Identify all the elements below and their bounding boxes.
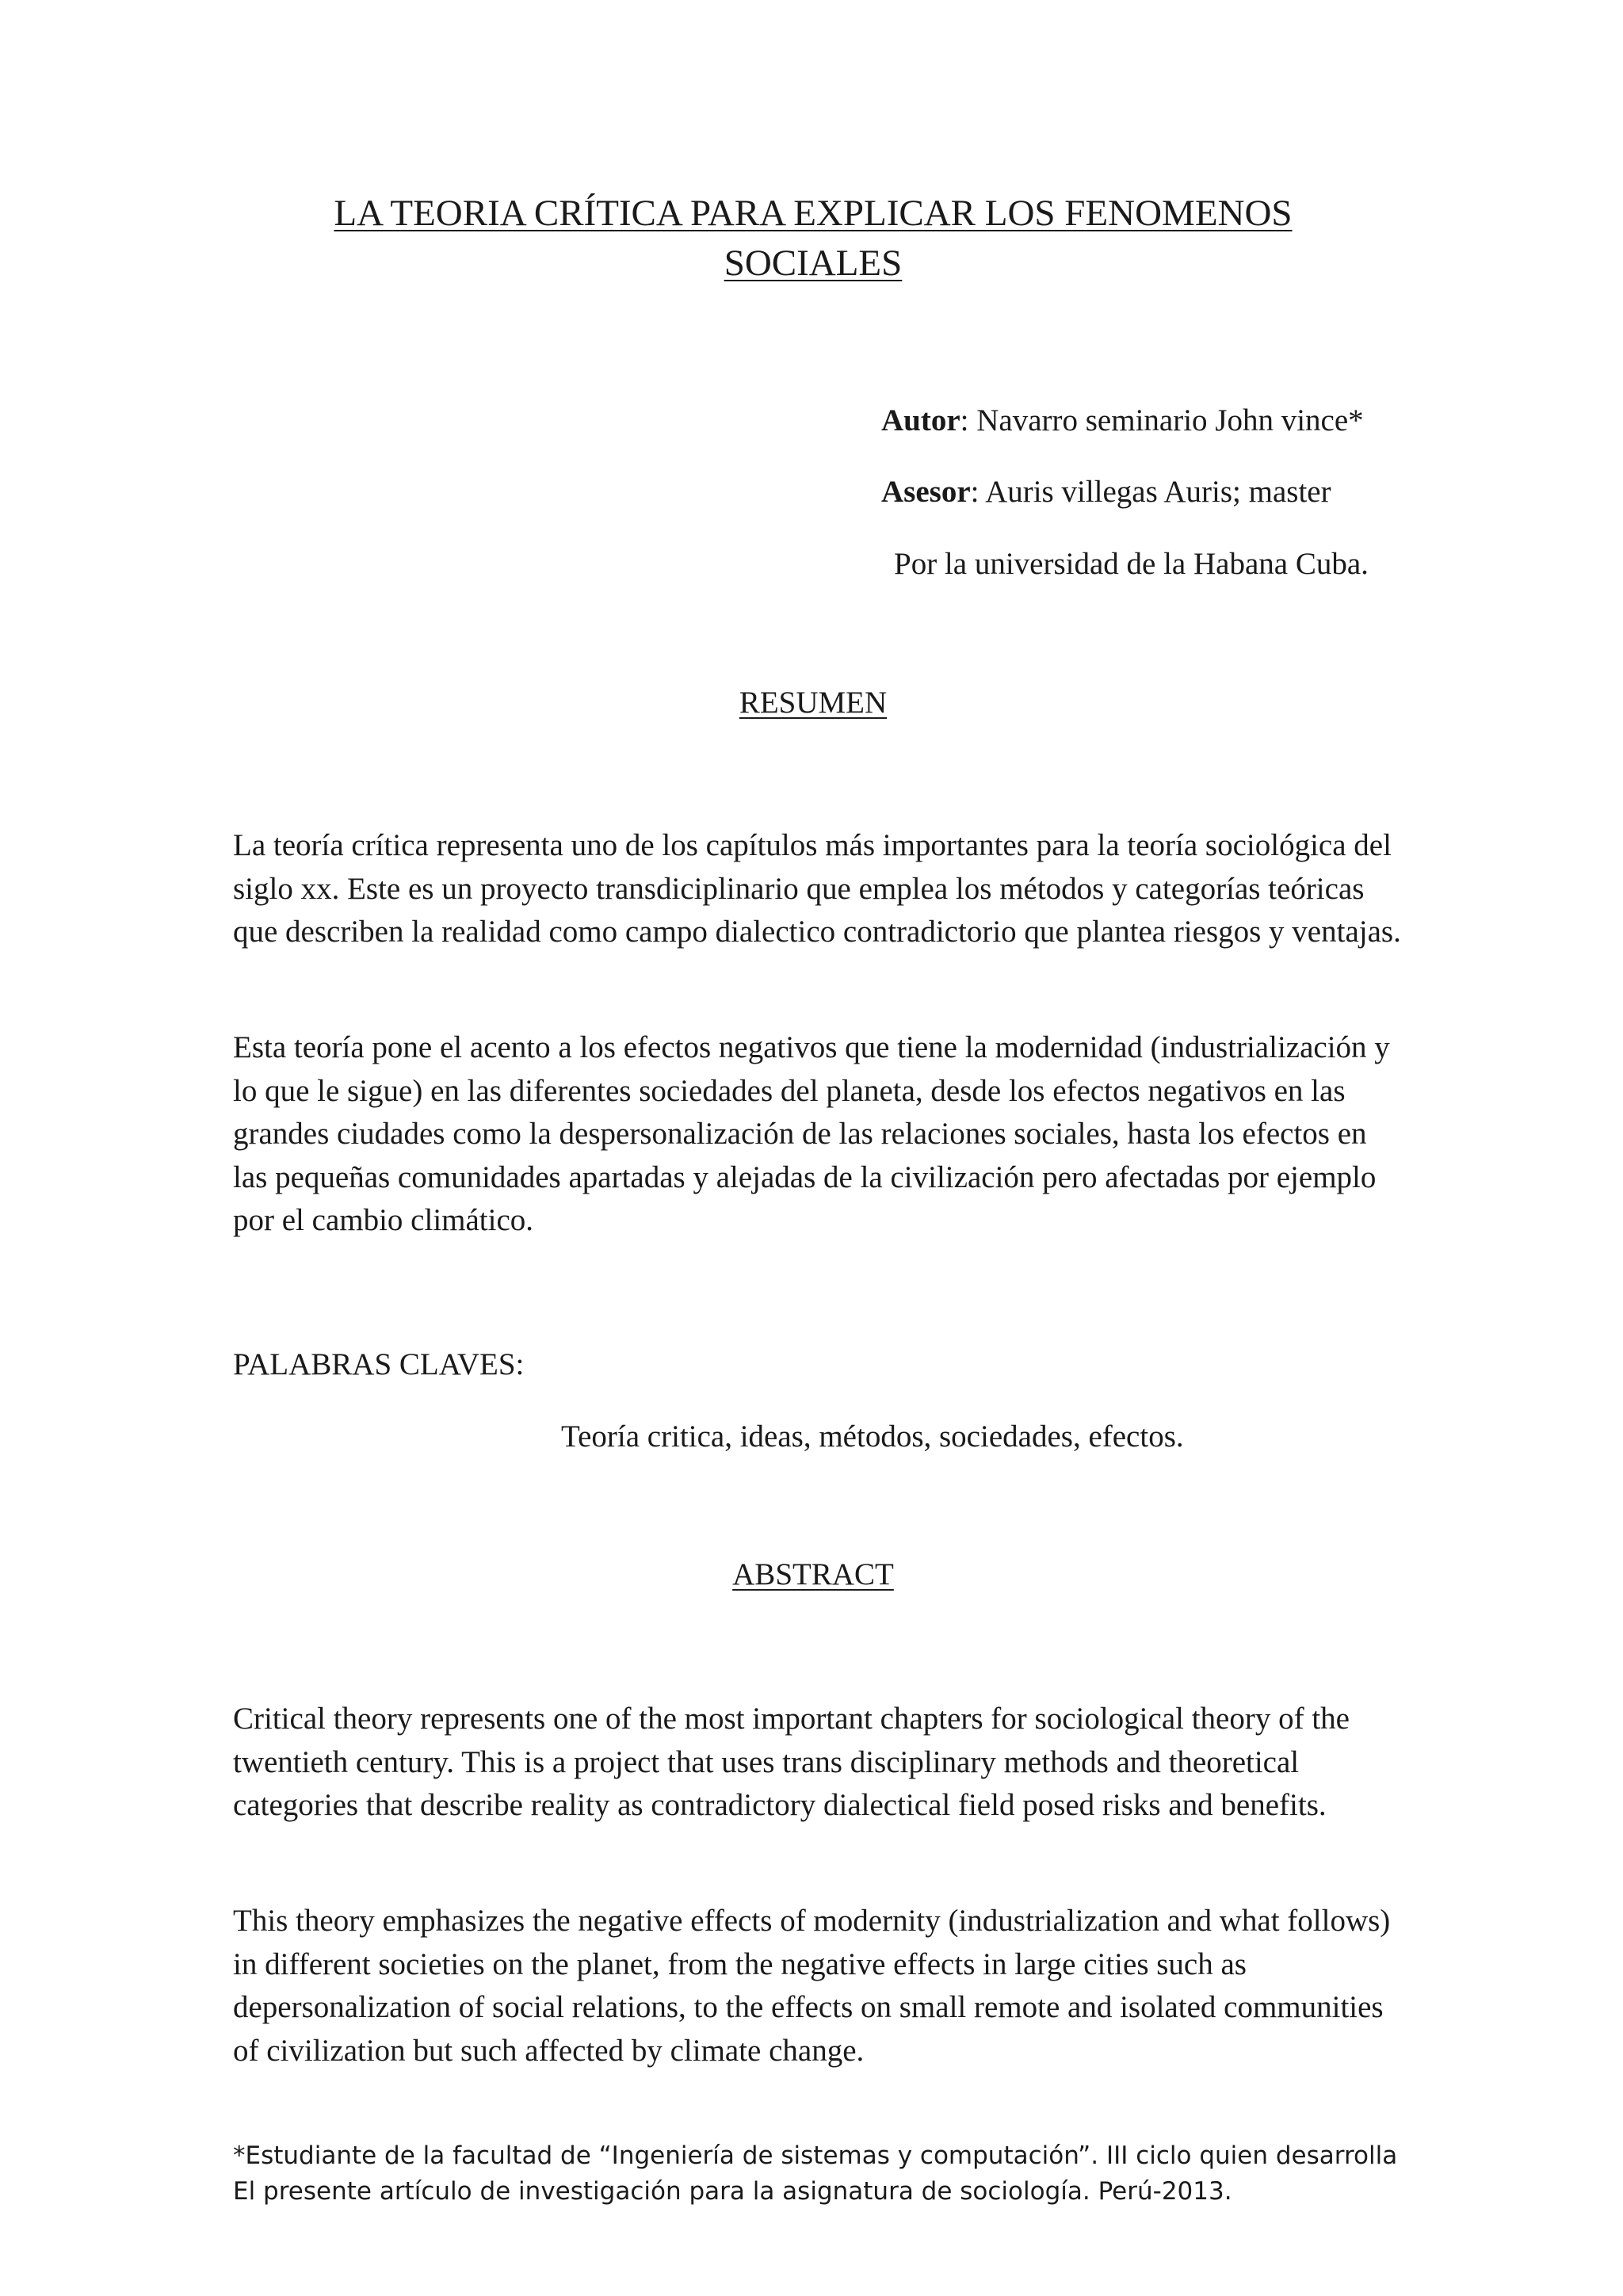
document-title-line-1: LA TEORIA CRÍTICA PARA EXPLICAR LOS FENOMENOS — [334, 193, 1293, 234]
resumen-heading-text: RESUMEN — [739, 686, 888, 720]
advisor-label: Asesor — [881, 475, 971, 509]
resumen-heading — [235, 684, 1392, 722]
footnote-line-2: El presente artículo de investigación para la asignatura de sociología. Perú-2013. — [233, 2177, 1232, 2206]
abstract-paragraph-1: Critical theory represents one of the most important chapters for sociological theory of the twentieth century. This is a project that uses trans disciplinary methods and theoretical categories that describe reality as contradictory dialectical field posed risks and benefits. — [233, 1702, 1350, 1822]
footnote-line-1: *Estudiante de la facultad de “Ingeniería de sistemas y computación”. III ciclo quien desarrolla — [233, 2141, 1398, 2170]
footnote — [233, 2138, 1422, 2210]
advisor-line — [881, 473, 1331, 511]
document-title-line-2: SOCIALES — [724, 243, 903, 284]
abstract-heading — [235, 1556, 1392, 1594]
resumen-paragraph-2: Esta teoría pone el acento a los efectos negativos que tiene la modernidad (industrialización y lo que le sigue) en las diferentes sociedades del planeta, desde los efectos negativos en las grandes ciudades como la despersonalización de las relaciones sociales, hasta los efectos en las pequeñas comunidades apartadas y alejadas de la civilización pero afectadas por ejemplo por el cambio climático. — [233, 1030, 1390, 1237]
institution-line: Por la universidad de la Habana Cuba. — [894, 547, 1369, 581]
author-label: Autor — [881, 403, 960, 437]
author-line — [881, 402, 1364, 440]
resumen-paragraph-1: La teoría crítica representa uno de los capítulos más importantes para la teoría sociológica del siglo xx. Este es un proyecto transdiciplinario que emplea los métodos y categorías teóricas que describen la realidad como campo dialectico contradictorio que plantea riesgos y ventajas. — [233, 828, 1401, 949]
author-value: : Navarro seminario John vince* — [960, 403, 1364, 437]
advisor-value: : Auris villegas Auris; master — [970, 475, 1331, 509]
abstract-heading-text: ABSTRACT — [732, 1557, 894, 1591]
document-title — [235, 189, 1392, 288]
keywords-list: Teoría critica, ideas, métodos, sociedades, efectos. — [561, 1419, 1184, 1454]
keywords-label: PALABRAS CLAVES: — [233, 1347, 525, 1381]
abstract-paragraph-2: This theory emphasizes the negative effects of modernity (industrialization and what follows) in different societies on the planet, from the negative effects in large cities such as depersonalization of social relations, to the effects on small remote and isolated communities of civilization but such affected by climate change. — [233, 1904, 1391, 2068]
